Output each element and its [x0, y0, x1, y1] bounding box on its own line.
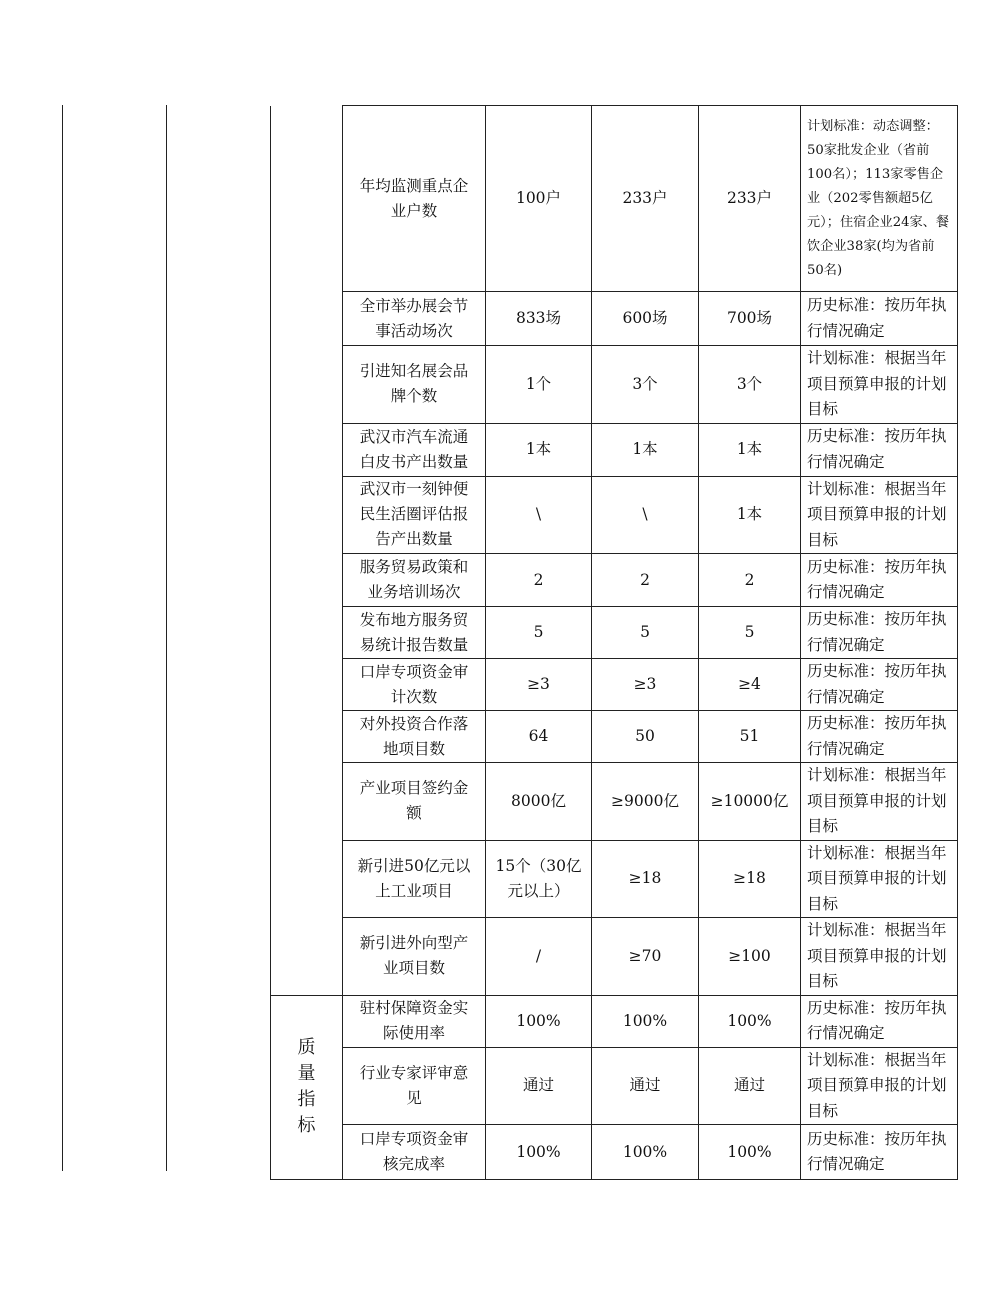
value-cell: 833场 [486, 292, 592, 346]
value-cell: 233户 [592, 106, 699, 292]
value-cell: 5 [699, 607, 801, 659]
value-cell: ≥3 [592, 659, 699, 711]
table-row [271, 554, 958, 607]
indicator-name: 产业项目签约金额 [343, 763, 486, 841]
table-row [271, 711, 958, 763]
indicator-name: 武汉市汽车流通白皮书产出数量 [343, 423, 486, 476]
standard-note: 计划标准：根据当年项目预算申报的计划目标 [801, 476, 958, 554]
table-row [271, 763, 958, 841]
value-cell: 51 [699, 711, 801, 763]
value-cell: 1个 [486, 346, 592, 424]
value-cell: ≥10000亿 [699, 763, 801, 841]
category-cell-empty [271, 106, 343, 996]
standard-note: 历史标准：按历年执行情况确定 [801, 1125, 958, 1180]
value-cell: 2 [486, 554, 592, 607]
indicator-name: 对外投资合作落地项目数 [343, 711, 486, 763]
value-cell: 通过 [592, 1047, 699, 1125]
indicator-name: 驻村保障资金实际使用率 [343, 995, 486, 1047]
value-cell: 15个（30亿元以上） [486, 840, 592, 918]
category-quality-indicator: 质量指标 [271, 995, 343, 1180]
indicator-name: 口岸专项资金审核完成率 [343, 1125, 486, 1180]
indicator-name: 新引进外向型产业项目数 [343, 918, 486, 996]
standard-note: 历史标准：按历年执行情况确定 [801, 659, 958, 711]
value-cell: 1本 [592, 423, 699, 476]
value-cell: / [486, 918, 592, 996]
value-cell: ≥100 [699, 918, 801, 996]
standard-note: 历史标准：按历年执行情况确定 [801, 292, 958, 346]
indicator-name: 新引进50亿元以上工业项目 [343, 840, 486, 918]
standard-note: 历史标准：按历年执行情况确定 [801, 711, 958, 763]
indicator-name: 服务贸易政策和业务培训场次 [343, 554, 486, 607]
table-row [271, 423, 958, 476]
value-cell: 64 [486, 711, 592, 763]
value-cell: 700场 [699, 292, 801, 346]
table-row [271, 106, 958, 292]
table-row [271, 476, 958, 554]
value-cell: 1本 [699, 476, 801, 554]
value-cell: 1本 [486, 423, 592, 476]
standard-note: 计划标准：根据当年项目预算申报的计划目标 [801, 840, 958, 918]
value-cell: \ [486, 476, 592, 554]
standard-note: 计划标准：根据当年项目预算申报的计划目标 [801, 346, 958, 424]
value-cell: ≥18 [699, 840, 801, 918]
standard-note: 计划标准：动态调整：50家批发企业（省前100名）；113家零售企业（202零售额超5亿元）；住宿企业24家、餐饮企业38家(均为省前50名) [801, 106, 958, 292]
standard-note: 历史标准：按历年执行情况确定 [801, 554, 958, 607]
value-cell: \ [592, 476, 699, 554]
table-row [271, 607, 958, 659]
indicator-name: 年均监测重点企业户数 [343, 106, 486, 292]
value-cell: 600场 [592, 292, 699, 346]
value-cell: 50 [592, 711, 699, 763]
value-cell: 100% [699, 1125, 801, 1180]
value-cell: ≥3 [486, 659, 592, 711]
standard-note: 历史标准：按历年执行情况确定 [801, 995, 958, 1047]
value-cell: ≥4 [699, 659, 801, 711]
value-cell: 5 [592, 607, 699, 659]
standard-note: 计划标准：根据当年项目预算申报的计划目标 [801, 1047, 958, 1125]
value-cell: ≥18 [592, 840, 699, 918]
indicator-name: 全市举办展会节事活动场次 [343, 292, 486, 346]
table-row [271, 659, 958, 711]
indicator-name: 发布地方服务贸易统计报告数量 [343, 607, 486, 659]
value-cell: 100% [592, 1125, 699, 1180]
value-cell: 100% [486, 995, 592, 1047]
indicator-name: 口岸专项资金审计次数 [343, 659, 486, 711]
value-cell: 100% [486, 1125, 592, 1180]
table-row [271, 346, 958, 424]
indicator-name: 引进知名展会品牌个数 [343, 346, 486, 424]
indicator-name: 行业专家评审意见 [343, 1047, 486, 1125]
standard-note: 历史标准：按历年执行情况确定 [801, 607, 958, 659]
table-row [271, 995, 958, 1047]
value-cell: 100% [699, 995, 801, 1047]
table-row [271, 1125, 958, 1180]
table-row [271, 918, 958, 996]
value-cell: 8000亿 [486, 763, 592, 841]
value-cell: 100户 [486, 106, 592, 292]
indicator-name: 武汉市一刻钟便民生活圈评估报告产出数量 [343, 476, 486, 554]
value-cell: 3个 [699, 346, 801, 424]
value-cell: 3个 [592, 346, 699, 424]
standard-note: 计划标准：根据当年项目预算申报的计划目标 [801, 918, 958, 996]
value-cell: ≥9000亿 [592, 763, 699, 841]
standard-note: 计划标准：根据当年项目预算申报的计划目标 [801, 763, 958, 841]
table-row [271, 292, 958, 346]
value-cell: 100% [592, 995, 699, 1047]
value-cell: 1本 [699, 423, 801, 476]
value-cell: 2 [699, 554, 801, 607]
left-column-border-2 [166, 105, 167, 1171]
left-column-border-1 [62, 105, 63, 1171]
value-cell: 通过 [699, 1047, 801, 1125]
value-cell: 233户 [699, 106, 801, 292]
performance-indicator-table [270, 105, 958, 1180]
value-cell: 通过 [486, 1047, 592, 1125]
table-row [271, 1047, 958, 1125]
standard-note: 历史标准：按历年执行情况确定 [801, 423, 958, 476]
table-row [271, 840, 958, 918]
value-cell: ≥70 [592, 918, 699, 996]
value-cell: 2 [592, 554, 699, 607]
value-cell: 5 [486, 607, 592, 659]
